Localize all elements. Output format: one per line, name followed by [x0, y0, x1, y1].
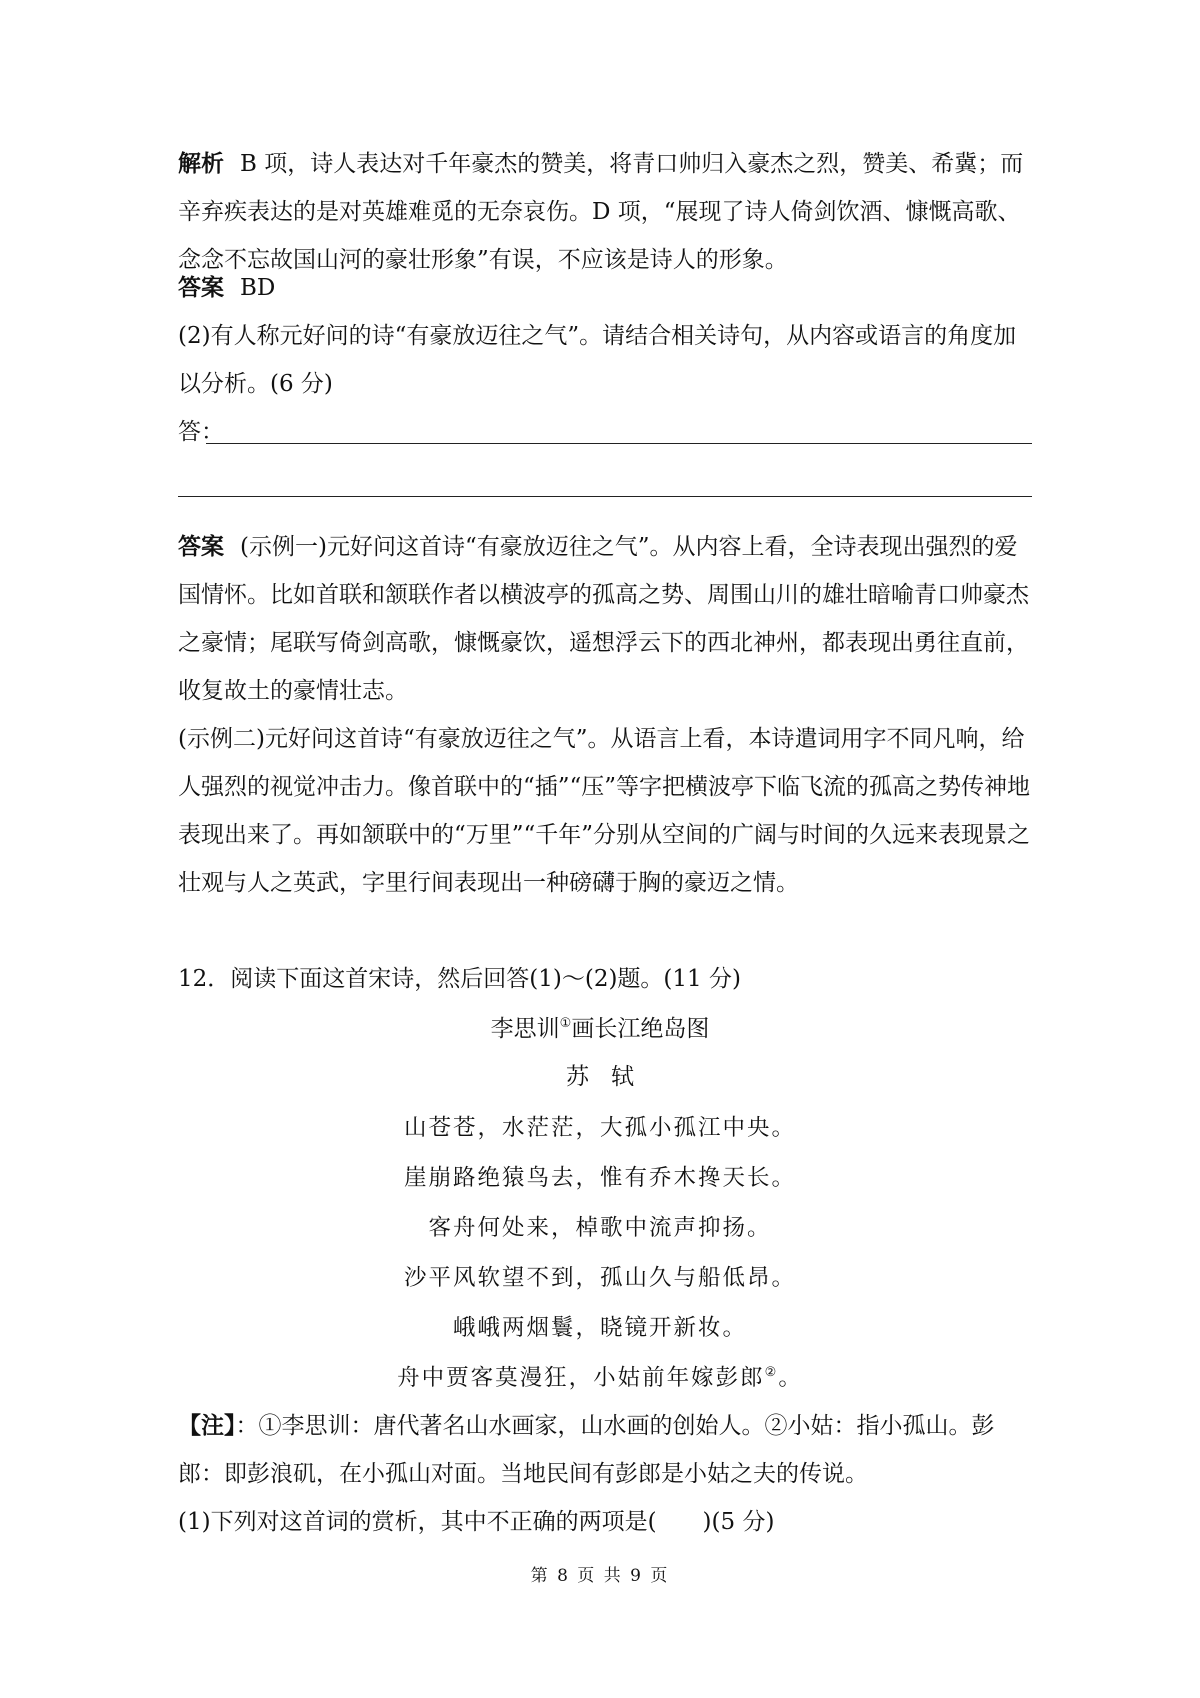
answer1-paragraph	[178, 264, 1032, 312]
poem-title-note-marker: ①	[559, 1016, 572, 1031]
notes-text: ：①李思训：唐代著名山水画家，山水画的创始人。②小姑：指小孤山。彭郎：即彭浪矶，在小孤山对面。当地民间有彭郎是小姑之夫的传说。	[178, 1413, 995, 1487]
notes-paragraph	[178, 1402, 1032, 1498]
analysis-paragraph	[178, 140, 1032, 284]
poem-line-1: 山苍苍，水茫茫，大孤小孤江中央。	[403, 1115, 796, 1141]
notes-label: 【注】	[178, 1413, 236, 1439]
answer2-example1-text: (示例一)元好问这首诗“有豪放迈往之气”。从内容上看，全诗表现出强烈的爱国情怀。比如首联和颔联作者以横波亭的孤高之势、周围山川的雄壮暗喻青口帅豪杰之豪情；尾联写倚剑高歌，慷慨豪饮，遥想浮云下的西北神州，都表现出勇往直前，收复故土的豪情壮志。	[178, 534, 1029, 704]
poem-line-4: 沙平风软望不到，孤山久与船低昂。	[403, 1265, 796, 1291]
answer2-example1-paragraph	[178, 523, 1032, 715]
poem-line-3: 客舟何处来，棹歌中流声抑扬。	[428, 1215, 772, 1241]
poem-line-6-end: 。	[778, 1365, 803, 1391]
question12-text: 12．阅读下面这首宋诗，然后回答(1)～(2)题。(11 分)	[178, 966, 741, 992]
analysis-label: 解析	[178, 151, 224, 177]
answer-line-1[interactable]	[206, 433, 1032, 444]
poem-title	[0, 1010, 1200, 1043]
answer-line-2[interactable]	[178, 486, 1032, 497]
answer1-label: 答案	[178, 275, 224, 301]
answer2-label: 答案	[178, 534, 224, 560]
poem-title-part1: 李思训	[490, 1016, 560, 1042]
answer1-text: BD	[240, 275, 276, 301]
answer-prompt: 答：	[178, 419, 224, 445]
poem-author: 苏轼	[566, 1064, 656, 1090]
page-footer: 第 8 页 共 9 页	[530, 1566, 670, 1586]
subquestion1-text: (1)下列对这首词的赏析，其中不正确的两项是( )(5 分)	[178, 1509, 775, 1535]
poem-line-6	[0, 1360, 1200, 1392]
poem-line-5: 峨峨两烟鬟，晓镜开新妆。	[452, 1315, 747, 1341]
poem-line-6-text: 舟中贾客莫漫狂，小姑前年嫁彭郎	[397, 1365, 765, 1391]
analysis-text: B 项，诗人表达对千年豪杰的赞美，将青口帅归入豪杰之烈，赞美、希冀；而辛弃疾表达的是对英雄难觅的无奈哀伤。D 项，“展现了诗人倚剑饮酒、慷慨高歌、念念不忘故国山河的豪壮形象”有误，不应该是诗人的形象。	[178, 151, 1024, 273]
answer2-example2-text: (示例二)元好问这首诗“有豪放迈往之气”。从语言上看，本诗遣词用字不同凡响，给人强烈的视觉冲击力。像首联中的“插”“压”等字把横波亭下临飞流的孤高之势传神地表现出来了。再如颔联中的“万里”“千年”分别从空间的广阔与时间的久远来表现景之壮观与人之英武，字里行间表现出一种磅礴于胸的豪迈之情。	[178, 726, 1031, 896]
poem-line-2: 崖崩路绝猿鸟去，惟有乔木搀天长。	[403, 1165, 796, 1191]
poem-line-6-note-marker: ②	[764, 1365, 779, 1380]
poem-title-part2: 画长江绝岛图	[571, 1016, 710, 1042]
question2-text: (2)有人称元好问的诗“有豪放迈往之气”。请结合相关诗句，从内容或语言的角度加以分析。(6 分)	[178, 323, 1017, 397]
